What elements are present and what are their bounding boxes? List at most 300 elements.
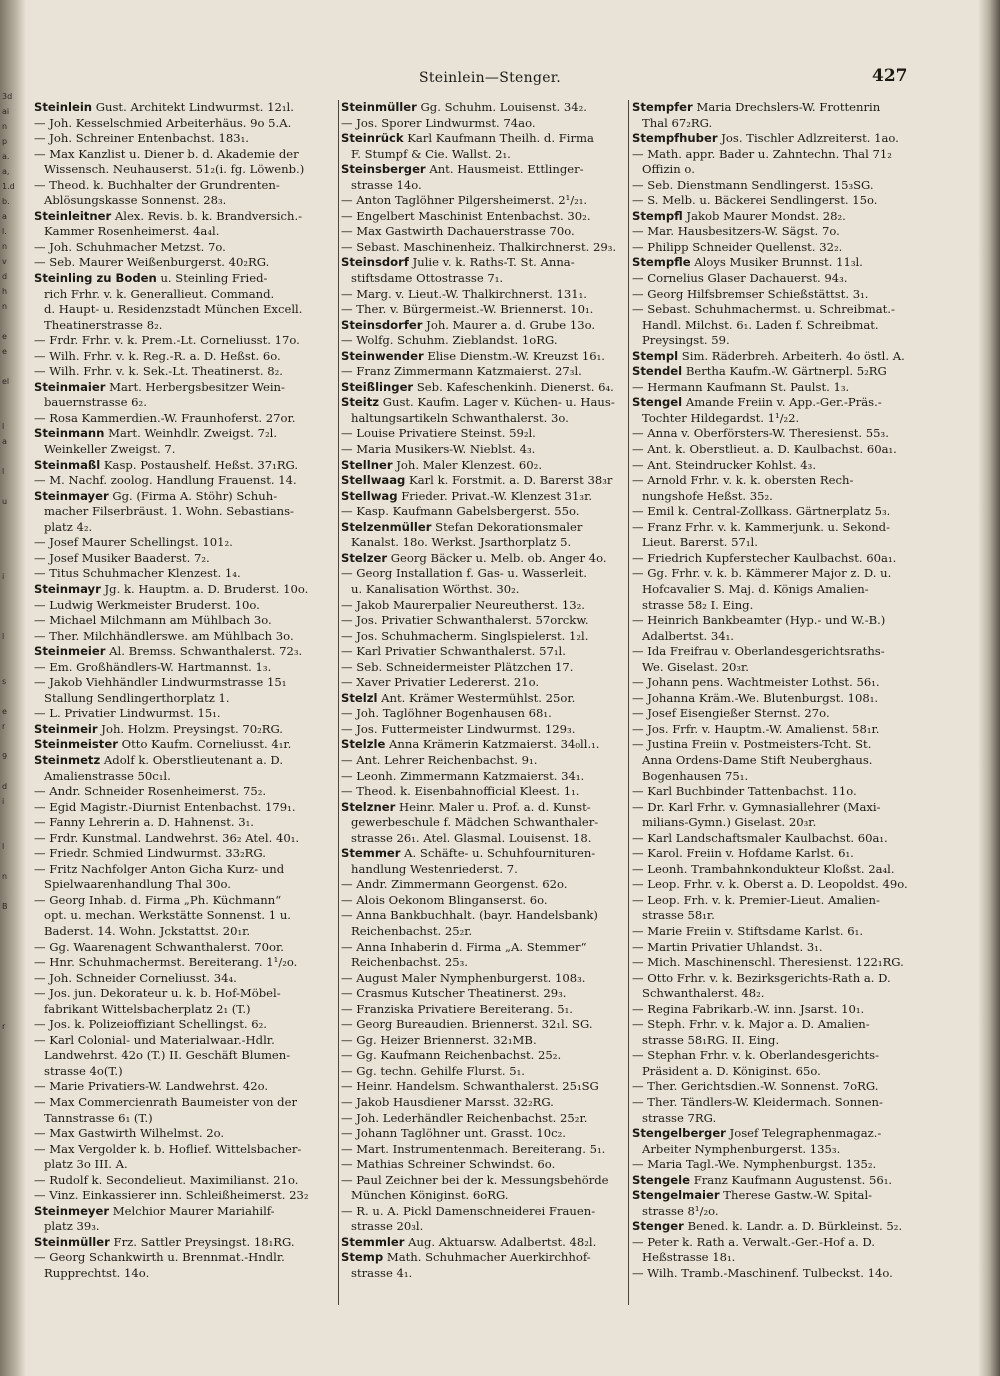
entry-text: — August Maler Nymphenburgerst. 108₃.: [341, 970, 586, 985]
surname-heading: Steinsdorf: [341, 255, 409, 270]
entry-text: — Joh. Taglöhner Bogenhausen 68₁.: [341, 706, 552, 721]
directory-entry-line: [341, 1048, 625, 1064]
binding-mark: [2, 660, 24, 675]
directory-entry-line: [34, 1111, 334, 1127]
directory-entry-line: [341, 566, 625, 582]
entry-text: — Ant. Steindrucker Kohlst. 4₃.: [632, 457, 817, 472]
directory-entry-line: [632, 691, 922, 707]
entry-text: Anna Krämerin Katzmaierst. 34₀ll.₁.: [385, 737, 600, 752]
directory-entry-line: [632, 862, 922, 878]
binding-mark: [2, 525, 24, 540]
entry-text: — Fritz Nachfolger Anton Gicha Kurz- und: [34, 861, 285, 876]
directory-entry-line: [34, 271, 334, 287]
directory-entry-line: [632, 287, 922, 303]
entry-text: — Leonh. Trambahnkondukteur Kloßst. 2a₄l.: [632, 861, 895, 876]
entry-text: platz 3o III. A.: [44, 1157, 128, 1172]
directory-entry-line: [341, 846, 625, 862]
binding-mark: [2, 690, 24, 705]
surname-heading: Stempfer: [632, 100, 693, 114]
directory-column-3: [632, 100, 922, 1282]
directory-entry-line: [632, 1095, 922, 1111]
directory-entry-line: [632, 924, 922, 940]
directory-entry-line: [34, 333, 334, 349]
entry-text: Bogenhausen 75₁.: [642, 768, 749, 783]
entry-text: Joh. Maler Klenzest. 60₂.: [392, 457, 543, 472]
entry-text: — Jos. Futtermeister Lindwurmst. 129₃.: [341, 721, 576, 736]
directory-entry-line: [632, 224, 922, 240]
entry-text: — Josef Musiker Baaderst. 7₂.: [34, 550, 210, 565]
directory-entry-line: [341, 660, 625, 676]
entry-text: — Karl Privatier Schwanthalerst. 57₁l.: [341, 644, 566, 659]
entry-text: — Jos. Privatier Schwanthalerst. 57orckw.: [341, 613, 589, 628]
entry-text: — Jos. k. Polizeioffiziant Schellingst. 6₂.: [34, 1017, 267, 1032]
book-binding-edge: [0, 0, 26, 1376]
directory-entry-line: [632, 1002, 922, 1018]
entry-text: strasse 4₁.: [351, 1266, 413, 1281]
entry-text: — Max Gastwirth Dachauerstrasse 70o.: [341, 224, 575, 239]
surname-heading: Steinling zu Boden: [34, 271, 157, 286]
surname-heading: Stempfle: [632, 255, 691, 270]
entry-text: Wissensch. Neuhauserst. 51₂(i. fg. Löwenb.): [44, 162, 305, 177]
directory-entry-line: [34, 349, 334, 365]
binding-mark: h: [2, 287, 8, 296]
binding-mark: l: [2, 632, 5, 641]
column-divider: [628, 100, 629, 1305]
entry-text: — Joh. Schreiner Entenbachst. 183₁.: [34, 131, 249, 146]
entry-text: — Leop. Frhr. v. k. Oberst a. D. Leopoldst. 49o.: [632, 877, 908, 892]
entry-text: Josef Telegraphenmagaz.-: [725, 1126, 882, 1141]
binding-mark: [2, 960, 24, 975]
entry-text: Seb. Kafeschenkinh. Dienerst. 6₄.: [413, 379, 614, 394]
entry-text: — Mart. Instrumentenmach. Bereiterang. 5₁.: [341, 1141, 606, 1156]
directory-entry-line: [341, 193, 625, 209]
binding-mark: [2, 810, 24, 825]
directory-entry-line: [341, 1173, 625, 1189]
entry-text: Handl. Milchst. 6₁. Laden f. Schreibmat.: [642, 317, 879, 332]
directory-entry-line: [632, 147, 922, 163]
surname-heading: Stemp: [341, 1250, 384, 1265]
directory-entry-line: [341, 1111, 625, 1127]
entry-text: — Joh. Kesselschmied Arbeiterhäus. 9o 5.A.: [34, 115, 292, 130]
surname-heading: Steinmüller: [34, 1234, 110, 1249]
directory-entry-line: [632, 815, 922, 831]
directory-entry-line: [341, 629, 625, 645]
entry-text: — Jos. Frfr. v. Hauptm.-W. Amalienst. 58₁r.: [632, 721, 880, 736]
directory-entry-line: [34, 1204, 334, 1220]
directory-entry-line: [341, 520, 625, 536]
directory-entry-line: [34, 131, 334, 147]
entry-text: — Frdr. Frhr. v. k. Prem.-Lt. Corneliusst. 17o.: [34, 333, 300, 348]
directory-entry-line: [632, 971, 922, 987]
binding-mark: v: [2, 257, 7, 266]
directory-entry-line: [632, 520, 922, 536]
binding-mark: [2, 1035, 24, 1050]
directory-entry-line: [632, 582, 922, 598]
entry-text: Stefan Dekorationsmaler: [431, 519, 583, 534]
surname-heading: Steißlinger: [341, 379, 414, 394]
directory-entry-line: [34, 971, 334, 987]
directory-entry-line: [34, 613, 334, 629]
directory-entry-line: [632, 598, 922, 614]
directory-entry-line: [34, 908, 334, 924]
entry-text: — Fanny Lehrerin a. D. Hahnenst. 3₁.: [34, 815, 254, 830]
directory-entry-line: [341, 1002, 625, 1018]
entry-text: Offizin o.: [642, 162, 695, 177]
entry-text: — Seb. Schneidermeister Plätzchen 17.: [341, 659, 574, 674]
entry-text: Rupprechtst. 14o.: [44, 1266, 150, 1281]
binding-mark: [2, 1080, 24, 1095]
entry-text: — Max Commercienrath Baumeister von der: [34, 1095, 297, 1109]
directory-entry-line: [341, 504, 625, 520]
entry-text: strasse 26₁. Atel. Glasmal. Louisenst. 18.: [351, 830, 592, 845]
binding-mark: [2, 735, 24, 750]
directory-entry-line: [341, 815, 625, 831]
directory-entry-line: [34, 660, 334, 676]
entry-text: — Arnold Frhr. v. k. k. obersten Rech-: [632, 473, 854, 488]
binding-mark: [2, 1125, 24, 1140]
binding-mark: [2, 540, 24, 555]
surname-heading: Stengelberger: [632, 1126, 726, 1141]
binding-mark: [2, 1095, 24, 1110]
directory-entry-line: [632, 302, 922, 318]
entry-text: — Josef Eisengießer Sternst. 27o.: [632, 706, 830, 721]
entry-text: — Ther. v. Bürgermeist.-W. Briennerst. 10₁.: [341, 302, 594, 317]
directory-entry-line: [632, 940, 922, 956]
directory-entry-line: [34, 535, 334, 551]
entry-text: — Marie Privatiers-W. Landwehrst. 42o.: [34, 1079, 269, 1094]
surname-heading: Steinsberger: [341, 162, 426, 177]
directory-entry-line: [34, 629, 334, 645]
entry-text: Julie v. k. Raths-T. St. Anna-: [408, 255, 575, 270]
entry-text: — Franz Zimmermann Katzmaierst. 27₃l.: [341, 364, 582, 379]
directory-entry-line: [341, 877, 625, 893]
entry-text: bauernstrasse 6₂.: [44, 395, 147, 410]
directory-entry-line: [34, 100, 334, 116]
binding-mark: [2, 600, 24, 615]
surname-heading: Steinmayer: [34, 488, 109, 503]
entry-text: Joh. Maurer a. d. Grube 13o.: [422, 317, 596, 332]
directory-entry-line: [632, 489, 922, 505]
directory-entry-line: [34, 209, 334, 225]
directory-entry-line: [34, 862, 334, 878]
entry-text: Sim. Räderbreh. Arbeiterh. 4o östl. A.: [678, 348, 905, 363]
entry-text: platz 4₂.: [44, 519, 93, 534]
directory-entry-line: [341, 706, 625, 722]
entry-text: — Louise Privatiere Steinst. 59₂l.: [341, 426, 536, 441]
entry-text: — Jakob Maurerpalier Neureutherst. 13₂.: [341, 597, 585, 612]
binding-mark: [2, 765, 24, 780]
binding-mark: [2, 405, 24, 420]
entry-text: — Wolfg. Schuhm. Zieblandst. 1oRG.: [341, 333, 558, 348]
binding-mark: [2, 825, 24, 840]
entry-text: — Karol. Freiin v. Hofdame Karlst. 6₁.: [632, 846, 854, 861]
entry-text: Schwanthalerst. 48₂.: [642, 986, 765, 1001]
entry-text: Al. Bremss. Schwanthalerst. 72₃.: [105, 644, 303, 659]
entry-text: — Mathias Schreiner Schwindst. 6o.: [341, 1157, 556, 1172]
surname-heading: Stemmler: [341, 1234, 405, 1249]
entry-text: Bertha Kaufm.-W. Gärtnerpl. 5₂RG: [682, 364, 887, 379]
binding-mark: a: [2, 437, 7, 446]
surname-heading: Steinlein: [34, 100, 93, 114]
binding-mark: e: [2, 347, 7, 356]
directory-entry-line: [341, 644, 625, 660]
binding-mark: e: [2, 332, 7, 341]
directory-entry-line: [632, 380, 922, 396]
entry-text: Melchior Maurer Mariahilf-: [109, 1203, 275, 1218]
directory-entry-line: [341, 1250, 625, 1266]
directory-entry-line: [341, 1079, 625, 1095]
directory-entry-line: [341, 582, 625, 598]
entry-text: — Hermann Kaufmann St. Paulst. 1₃.: [632, 379, 850, 394]
entry-text: — Max Kanzlist u. Diener b. d. Akademie der: [34, 146, 299, 161]
entry-text: — Franz Frhr. v. k. Kammerjunk. u. Sekond-: [632, 519, 891, 534]
entry-text: — Anna Bankbuchhalt. (bayr. Handelsbank): [341, 908, 598, 923]
directory-entry-line: [632, 1266, 922, 1282]
binding-mark: r: [2, 1022, 6, 1031]
page-right-edge: [978, 0, 1000, 1376]
directory-entry-line: [632, 1111, 922, 1127]
entry-text: — Stephan Frhr. v. k. Oberlandesgerichts-: [632, 1048, 879, 1063]
entry-text: — Karl Colonial- und Materialwaar.-Hdlr.: [34, 1032, 275, 1047]
entry-text: rich Frhr. v. k. Generallieut. Command.: [44, 286, 275, 301]
entry-text: — Gg. Heizer Briennerst. 32₁MB.: [341, 1032, 537, 1047]
binding-mark: l: [2, 467, 5, 476]
entry-text: — Mich. Maschinenschl. Theresienst. 122₁RG.: [632, 955, 904, 970]
binding-mark: [2, 480, 24, 495]
directory-entry-line: [34, 287, 334, 303]
entry-text: Tochter Hildegardst. 1¹/₂2.: [642, 410, 800, 425]
binding-mark: b.: [2, 197, 10, 206]
entry-text: — Paul Zeichner bei der k. Messungsbehörde: [341, 1172, 609, 1187]
binding-mark: n: [2, 122, 8, 131]
binding-mark: [2, 915, 24, 930]
entry-text: Heinr. Maler u. Prof. a. d. Kunst-: [395, 799, 591, 814]
directory-entry-line: [632, 1173, 922, 1189]
entry-text: Amande Freiin v. App.-Ger.-Präs.-: [682, 395, 882, 410]
entry-text: stiftsdame Ottostrasse 7₁.: [351, 271, 504, 286]
directory-entry-line: [34, 644, 334, 660]
surname-heading: Stengele: [632, 1172, 691, 1187]
directory-entry-line: [632, 1142, 922, 1158]
binding-mark: n: [2, 872, 8, 881]
directory-entry-line: [34, 924, 334, 940]
entry-text: Georg Bäcker u. Melb. ob. Anger 4o.: [387, 550, 607, 565]
directory-entry-line: [632, 271, 922, 287]
directory-entry-line: [632, 240, 922, 256]
directory-entry-line: [632, 209, 922, 225]
surname-heading: Stellner: [341, 457, 393, 472]
entry-text: — Cornelius Glaser Dachauerst. 94₃.: [632, 271, 848, 286]
directory-entry-line: [341, 784, 625, 800]
entry-text: Frieder. Privat.-W. Klenzest 31₃r.: [397, 488, 593, 503]
entry-text: — Georg Inhab. d. Firma „Ph. Küchmann“: [34, 892, 282, 907]
directory-entry-line: [632, 1250, 922, 1266]
directory-entry-line: [341, 473, 625, 489]
directory-entry-line: [34, 800, 334, 816]
entry-text: Mart. Herbergsbesitzer Wein-: [105, 379, 285, 394]
binding-mark: 9: [2, 752, 8, 761]
entry-text: Heßstrasse 18₁.: [642, 1250, 736, 1265]
directory-entry-line: [341, 349, 625, 365]
entry-text: — Gg. Waarenagent Schwanthalerst. 70or.: [34, 939, 284, 954]
entry-text: — Frdr. Kunstmal. Landwehrst. 36₂ Atel. 40₁.: [34, 830, 300, 845]
directory-entry-line: [632, 100, 922, 116]
entry-text: Anna Ordens-Dame Stift Neuberghaus.: [642, 752, 873, 767]
entry-text: — Heinrich Bankbeamter (Hyp.- und W.-B.): [632, 613, 886, 628]
directory-entry-line: [34, 722, 334, 738]
surname-heading: Steinmeier: [34, 644, 106, 659]
entry-text: A. Schäfte- u. Schuhfournituren-: [400, 846, 596, 861]
directory-entry-line: [341, 986, 625, 1002]
directory-entry-line: [341, 442, 625, 458]
entry-text: — Martin Privatier Uhlandst. 3₁.: [632, 939, 823, 954]
directory-entry-line: [632, 442, 922, 458]
entry-text: — Xaver Privatier Ledererst. 21o.: [341, 675, 540, 690]
surname-heading: Stengel: [632, 395, 683, 410]
binding-mark: B: [2, 902, 8, 911]
entry-text: — Seb. Maurer Weißenburgerst. 40₂RG.: [34, 255, 270, 270]
directory-entry-line: [341, 1235, 625, 1251]
entry-text: haltungsartikeln Schwanthalerst. 3o.: [351, 410, 569, 425]
column-divider: [338, 100, 339, 1305]
directory-entry-line: [341, 178, 625, 194]
entry-text: — Maria Tagl.-We. Nymphenburgst. 135₂.: [632, 1157, 877, 1172]
binding-mark: [2, 450, 24, 465]
directory-entry-line: [632, 318, 922, 334]
directory-entry-line: [341, 613, 625, 629]
directory-entry-line: [632, 566, 922, 582]
directory-entry-line: [341, 1095, 625, 1111]
directory-entry-line: [632, 908, 922, 924]
directory-entry-line: [341, 753, 625, 769]
directory-entry-line: [34, 318, 334, 334]
entry-text: — Jos. Schuhmacherm. Singlspielerst. 1₂l.: [341, 628, 589, 643]
surname-heading: Stellwag: [341, 488, 398, 503]
surname-heading: Stendel: [632, 364, 683, 379]
entry-text: — Jos. jun. Dekorateur u. k. b. Hof-Möbel-: [34, 986, 281, 1001]
binding-mark: l: [2, 422, 5, 431]
directory-entry-line: [34, 178, 334, 194]
directory-entry-line: [34, 442, 334, 458]
entry-text: — Max Vergolder k. b. Hoflief. Wittelsbacher-: [34, 1141, 302, 1156]
entry-text: Elise Dienstm.-W. Kreuzst 16₁.: [423, 348, 605, 363]
directory-entry-line: [34, 1157, 334, 1173]
entry-text: — Karl Landschaftsmaler Kaulbachst. 60a₁.: [632, 830, 888, 845]
entry-text: — S. Melb. u. Bäckerei Sendlingerst. 15o.: [632, 193, 878, 208]
entry-text: — Georg Hilfsbremser Schießstättst. 3₁.: [632, 286, 869, 301]
directory-entry-line: [341, 1017, 625, 1033]
entry-text: Thal 67₂RG.: [642, 115, 713, 130]
entry-text: — Gg. Kaufmann Reichenbachst. 25₂.: [341, 1048, 562, 1063]
entry-text: Reichenbachst. 25₃.: [351, 955, 468, 970]
entry-text: Gg. Schuhm. Louisenst. 34₂.: [416, 100, 587, 114]
directory-entry-line: [632, 349, 922, 365]
entry-text: Maria Drechslers-W. Frottenrin: [692, 100, 881, 114]
directory-entry-line: [632, 986, 922, 1002]
directory-entry-line: [34, 784, 334, 800]
entry-text: Frz. Sattler Preysingst. 18₁RG.: [109, 1234, 295, 1249]
directory-entry-line: [34, 473, 334, 489]
entry-text: strasse 20₃l.: [351, 1219, 424, 1234]
entry-text: — Wilh. Frhr. v. k. Sek.-Lt. Theatinerst. 8₂.: [34, 364, 283, 379]
surname-heading: Steitz: [341, 395, 380, 410]
entry-text: d. Haupt- u. Residenzstadt München Excell.: [44, 302, 303, 317]
directory-entry-line: [341, 380, 625, 396]
directory-entry-line: [632, 893, 922, 909]
entry-text: — Ant. k. Oberstlieut. a. D. Kaulbachst. 60a₁.: [632, 442, 897, 457]
binding-mark: [2, 975, 24, 990]
entry-text: — Ther. Gerichtsdien.-W. Sonnenst. 7oRG.: [632, 1079, 879, 1094]
directory-entry-line: [341, 426, 625, 442]
directory-entry-line: [632, 473, 922, 489]
binding-mark: p: [2, 137, 8, 146]
directory-entry-line: [632, 551, 922, 567]
directory-entry-line: [341, 302, 625, 318]
binding-margin-text: [2, 90, 24, 1140]
binding-mark: a.: [2, 152, 10, 161]
directory-entry-line: [34, 380, 334, 396]
entry-text: — Maria Musikers-W. Nieblst. 4₃.: [341, 442, 536, 457]
directory-entry-line: [341, 940, 625, 956]
entry-text: — Ida Freifrau v. Oberlandesgerichtsraths-: [632, 644, 885, 659]
directory-entry-line: [341, 364, 625, 380]
directory-entry-line: [34, 364, 334, 380]
binding-mark: [2, 1005, 24, 1020]
directory-entry-line: [341, 955, 625, 971]
directory-entry-line: [341, 458, 625, 474]
surname-heading: Steinmaßl: [34, 457, 101, 472]
directory-entry-line: [34, 675, 334, 691]
entry-text: — L. Privatier Lindwurmst. 15₁.: [34, 706, 221, 721]
directory-entry-line: [341, 971, 625, 987]
entry-text: Landwehrst. 42o (T.) II. Geschäft Blumen-: [44, 1048, 291, 1063]
directory-entry-line: [34, 940, 334, 956]
surname-heading: Steinwender: [341, 348, 424, 363]
directory-entry-line: [632, 877, 922, 893]
surname-heading: Stenger: [632, 1219, 684, 1234]
entry-text: We. Giselast. 20₃r.: [642, 659, 749, 674]
entry-text: Math. Schuhmacher Auerkirchhof-: [383, 1250, 591, 1265]
directory-entry-line: [632, 1079, 922, 1095]
directory-entry-line: [34, 1017, 334, 1033]
binding-mark: ai: [2, 107, 10, 116]
directory-entry-line: [632, 613, 922, 629]
entry-text: — Marg. v. Lieut.-W. Thalkirchnerst. 131₁.: [341, 286, 587, 301]
entry-text: Ant. Hausmeist. Ettlinger-: [425, 162, 584, 177]
entry-text: Ablösungskasse Sonnenst. 28₃.: [44, 193, 227, 208]
entry-text: nungshofe Heßst. 35₂.: [642, 488, 773, 503]
entry-text: — Heinr. Handelsm. Schwanthalerst. 25₁SG: [341, 1079, 599, 1094]
entry-text: — Ther. Tändlers-W. Kleidermach. Sonnen-: [632, 1095, 883, 1109]
directory-entry-line: [341, 908, 625, 924]
entry-text: — Josef Maurer Schellingst. 101₂.: [34, 535, 233, 550]
entry-text: — Friedrich Kupferstecher Kaulbachst. 60a₁.: [632, 550, 897, 565]
directory-entry-line: [341, 893, 625, 909]
directory-entry-line: [341, 255, 625, 271]
entry-text: Otto Kaufm. Corneliusst. 4₁r.: [117, 737, 292, 752]
entry-text: — Steph. Frhr. v. k. Major a. D. Amalien-: [632, 1017, 870, 1032]
directory-entry-line: [341, 1033, 625, 1049]
entry-text: Jakob Maurer Mondst. 28₂.: [682, 208, 846, 223]
entry-text: Adalbertst. 34₁.: [642, 628, 734, 643]
directory-entry-line: [341, 831, 625, 847]
directory-entry-line: [341, 691, 625, 707]
entry-text: Therese Gastw.-W. Spital-: [719, 1188, 873, 1203]
surname-heading: Steinmüller: [341, 100, 417, 114]
directory-entry-line: [34, 737, 334, 753]
directory-entry-line: [34, 411, 334, 427]
entry-text: Kanalst. 18o. Werkst. Jsarthorplatz 5.: [351, 535, 572, 550]
